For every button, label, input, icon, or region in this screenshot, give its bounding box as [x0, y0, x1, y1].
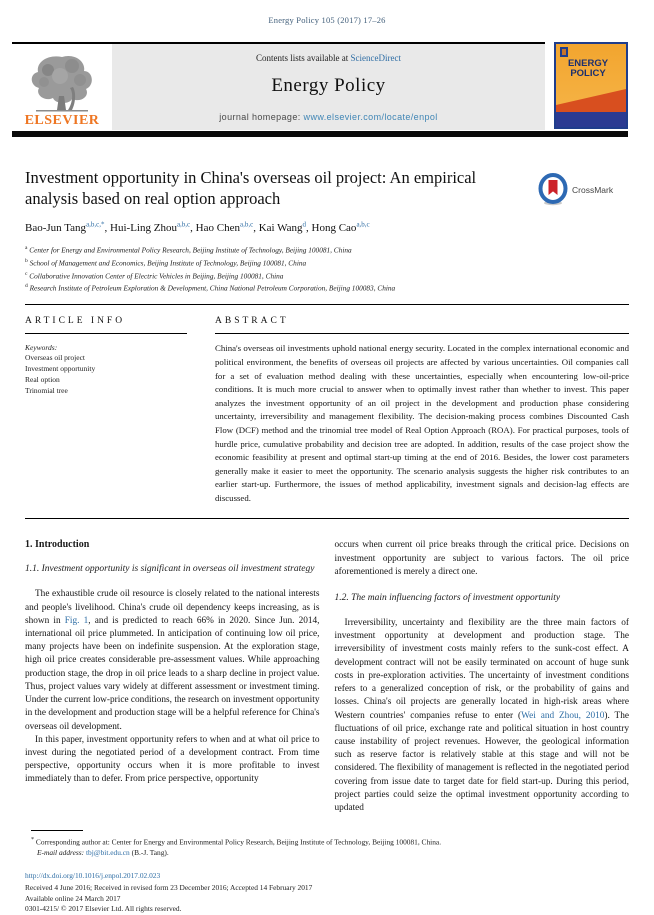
- elsevier-wordmark: ELSEVIER: [24, 113, 100, 128]
- footnote-rule: [31, 830, 83, 831]
- keyword: Trinomial tree: [25, 386, 68, 396]
- author: Bao-Jun Tang$^{a,b,c,*}$,: [25, 220, 111, 234]
- page-footer: [25, 871, 629, 915]
- intro-paragraph-4: Irreversibility, uncertainty and flexibility are the three main factors of investment opportunity at development and production stage. The irreversibility of investment costs mainly refers to the sunk-cost effect. A development contract will not be easily terminated on account of huge sunk costs in pre-exploration activities. The uncertainty of investment conditions refers to a generalized conception of risk, or the probability of gains and losses. China's oil projects are generally located in high-risk areas where Western countries' companies refuse to enter (Wei and Zhou, 2010). The fluctuations of oil price, exchange rate and political situation in host country cause instability of project revenues. However, the geological information such as reserve factor is relatively stable at this stage and will not be considered. The flexibility of management is reflected in the negotiated period covering from issue date to target date for field start-up. During this period, project parties could seize the optimal investment opportunity according to updated: [334, 618, 629, 813]
- journal-homepage-link[interactable]: www.elsevier.com/locate/enpol: [303, 112, 438, 122]
- abstract-text: China's overseas oil investments uphold national energy security. Located in the complex international economic and political environment, the benefits of overseas oil projects are affected by various uncertainties. Oil companies call for a set of evaluation method dealing with these uncertainties, especially when encountering low-oil-price conditions. It is much more crucial to answer when to optimally invest rather than whether to invest. This paper analyzes the investment opportunity of an oil project in the development and production phase considering uncertainty, irreversibility and management flexibility. The decision-making process combines Discounted Cash Flow (DCF) method and the trinomial tree model of Real Option Approach (ROA). For practical purposes, tools of hurdle price, cumulative probability and decision tree are adopted. In addition, results of the case project show the economic feasibility at present and optimal start-up timing at the end of 2016. Besides, the lower cost parameters generally make it easier to meet the opportunity. The scenario analysis suggests the higher risk contributes to an earlier start-up. Furthermore, the issues of method applicability, investment signals and decision-lag effects are discussed.: [215, 343, 629, 503]
- affiliations: [25, 243, 629, 295]
- elsevier-logo[interactable]: [12, 44, 112, 130]
- keyword: Overseas oil project: [25, 353, 85, 363]
- journal-banner: [112, 44, 545, 130]
- available-online: Available online 24 March 2017: [25, 893, 121, 903]
- corresponding-author-footnote: [25, 830, 629, 858]
- masthead-main: [12, 42, 545, 130]
- cover-journal-name: ENERGY POLICY: [567, 58, 609, 79]
- doi-link[interactable]: http://dx.doi.org/10.1016/j.enpol.2017.02.023: [25, 870, 161, 880]
- journal-citation: Energy Policy 105 (2017) 17–26: [268, 15, 386, 25]
- intro-paragraph-3: occurs when current oil price breaks through the critical price. Decisions on investment opportunity are subject to various factors. The oil price aforementioned is merely a direct one.: [334, 540, 629, 577]
- abstract-rule: [215, 333, 629, 334]
- elsevier-tree-icon: [26, 54, 98, 114]
- crossmark-label: CrossMark: [572, 185, 614, 195]
- footnote-text: * Corresponding author at: Center for Energy and Environmental Policy Research, Beijing Institute of Technology, Beijing 100081, China.: [31, 837, 442, 847]
- keyword: Real option: [25, 375, 60, 385]
- article-title: Investment opportunity in China's overseas oil project: An empirical analysis based on real option approach: [25, 168, 477, 208]
- abstract-bottom-divider: [25, 518, 629, 519]
- article-info-column: [25, 305, 187, 505]
- author: Hao Chen$^{a,b,c}$,: [195, 220, 259, 234]
- author-line: [25, 220, 629, 234]
- intro-paragraph-2: In this paper, investment opportunity refers to when and at what oil price to invest during the negotiated period of a development contract. From time perspective, opportunity occurs when it is more profitable to invest immediately than to defer. From price perspective, opportunity: [25, 734, 320, 785]
- journal-title: Energy Policy: [271, 75, 386, 96]
- masthead: [12, 42, 628, 130]
- crossmark-badge[interactable]: [537, 171, 629, 209]
- section-1-2-heading: 1.2. The main influencing factors of investment opportunity: [334, 593, 561, 604]
- author: Hui-Ling Zhou$^{a,b,c}$,: [110, 220, 196, 234]
- crossmark-icon: [537, 173, 569, 207]
- copyright-line: 0301-4215/ © 2017 Elsevier Ltd. All rights reserved.: [25, 904, 182, 914]
- author: Kai Wang$^d$,: [258, 220, 312, 234]
- keywords-label: Keywords:: [25, 343, 58, 353]
- abstract-heading: ABSTRACT: [215, 316, 289, 327]
- right-column: [335, 539, 630, 815]
- journal-cover-thumbnail[interactable]: [554, 42, 628, 129]
- intro-paragraph-1: The exhaustible crude oil resource is closely related to the national interests and people's livelihood. China's crude oil dependency keeps increasing, as is shown in Fig. 1, and is predicted to reach 66% in 2020. Since Jun. 2014, international oil price plummeted. In anticipation of continuing low oil price, many projects have been on indefinite suspension. At the exploration stage, high oil price creates considerable pre-assessment values. While approaching production stage, the drop in oil price leads to a sharp decline in project value. Thus, project values vary widely at different assessment or investment timing. Under the current low-price conditions, the research on investment opportunity in the development and production stage will be a helpful reference for China's overseas oil development.: [25, 589, 320, 732]
- cover-emblem-icon: [560, 47, 568, 57]
- article-info-rule: [25, 333, 187, 334]
- affiliation: $^b$ School of Management and Economics, Beijing Institute of Technology, Beijing 100081, China: [25, 257, 307, 267]
- left-column: [25, 539, 320, 815]
- affiliation: $^c$ Collaborative Innovation Center of Electric Vehicles in Beijing, Beijing 100081, China: [25, 270, 284, 280]
- sciencedirect-link[interactable]: ScienceDirect: [350, 53, 401, 63]
- contents-prefix: Contents lists available at: [256, 53, 351, 63]
- affiliation: $^d$ Research Institute of Petroleum Exploration & Development, China National Petroleum Corporation, Beijing 100083, China: [25, 283, 396, 293]
- footnote-email-line: E-mail address: tbj@bit.edu.cn (B.-J. Tang).: [37, 848, 169, 858]
- keyword: Investment opportunity: [25, 364, 96, 374]
- homepage-line: [118, 112, 539, 122]
- contents-line: [118, 53, 539, 63]
- abstract-column: [215, 305, 629, 505]
- masthead-divider-bar: [12, 131, 628, 137]
- wei-zhou-citation-link[interactable]: Wei and Zhou, 2010: [521, 710, 605, 721]
- email-link[interactable]: tbj@bit.edu.cn: [86, 848, 130, 858]
- section-1-1-heading: 1.1. Investment opportunity is significant in overseas oil investment strategy: [25, 564, 315, 575]
- received-dates: Received 4 June 2016; Received in revised form 23 December 2016; Accepted 14 February 2017: [25, 883, 313, 893]
- cover-bottom-band: [556, 112, 626, 127]
- cover-wedge-graphic: [556, 85, 626, 113]
- author: Hong Cao$^{a,b,c}$: [311, 220, 370, 234]
- section-1-heading: 1. Introduction: [25, 539, 90, 551]
- affiliation: $^a$ Center for Energy and Environmental Policy Research, Beijing Institute of Technology, Beijing 100081, China: [25, 244, 352, 255]
- fig1-link[interactable]: Fig. 1: [64, 615, 89, 626]
- homepage-prefix: journal homepage:: [219, 112, 304, 122]
- article-info-heading: ARTICLE INFO: [25, 316, 126, 327]
